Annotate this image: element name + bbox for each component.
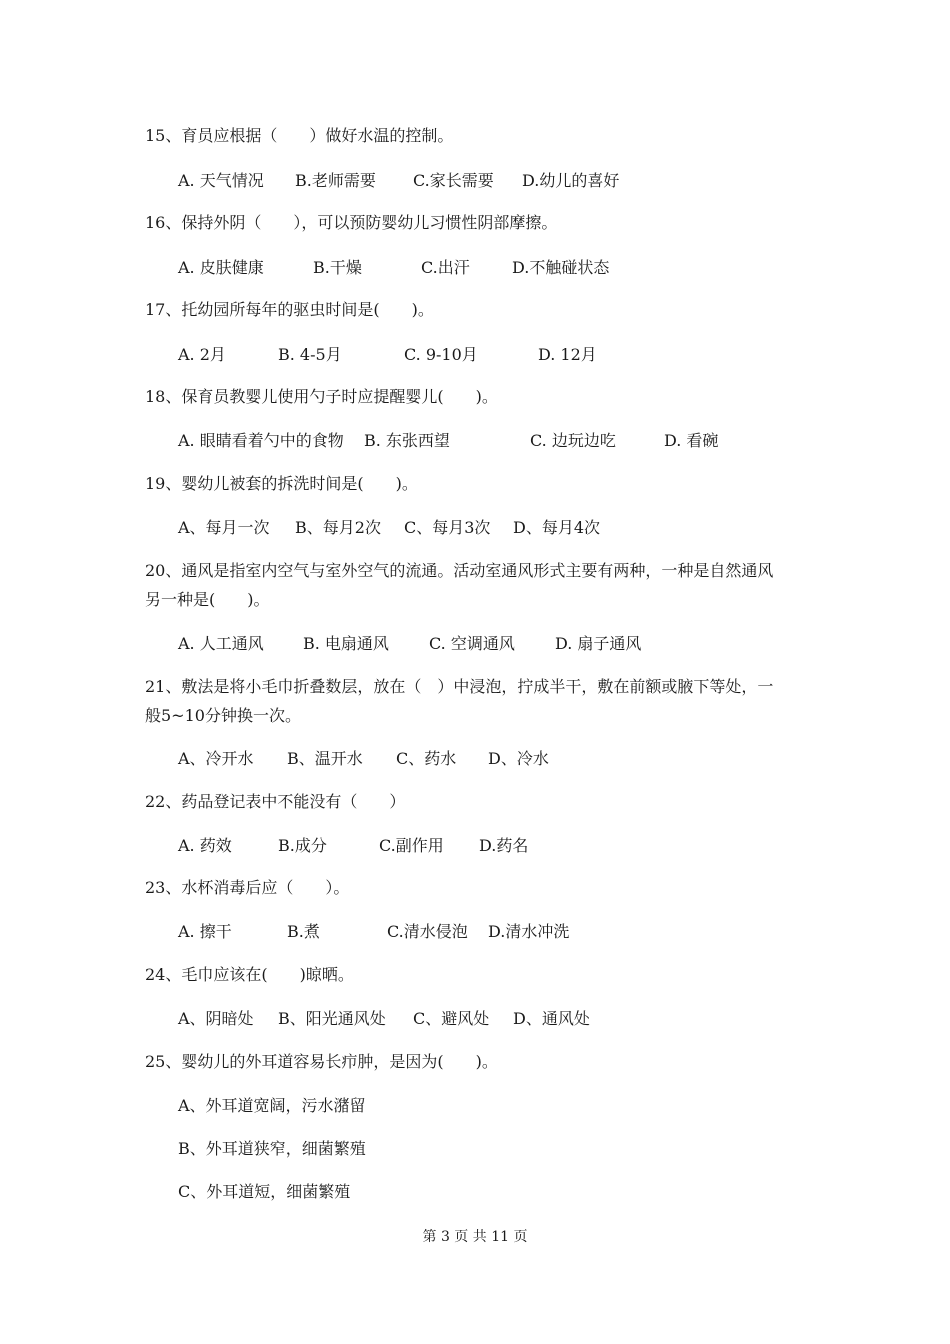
q24-option-b: B、阳光通风处	[278, 1009, 386, 1028]
q24-option-c: C、避风处	[413, 1009, 490, 1028]
q18-option-c: C. 边玩边吃	[530, 431, 616, 450]
q21-option-d: D、冷水	[488, 749, 549, 768]
q17-option-b: B. 4-5月	[278, 345, 342, 364]
q19-option-a: A、每月一次	[178, 518, 270, 537]
q22-option-a: A. 药效	[178, 836, 232, 855]
q23-option-d: D.清水冲洗	[488, 922, 570, 941]
q18-option-d: D. 看碗	[664, 431, 719, 450]
q22-option-b: B.成分	[278, 836, 327, 855]
question-21-text-line-2: 般5~10分钟换一次。	[145, 706, 301, 725]
q16-option-a: A. 皮肤健康	[178, 258, 264, 277]
q20-option-b: B. 电扇通风	[303, 634, 389, 653]
q23-option-a: A. 擦干	[178, 922, 232, 941]
page-number: 第 3 页 共 11 页	[422, 1229, 528, 1245]
q20-option-d: D. 扇子通风	[555, 634, 642, 653]
q21-option-a: A、冷开水	[178, 749, 254, 768]
q18-option-a: A. 眼睛看着勺中的食物	[178, 431, 344, 450]
q21-option-c: C、药水	[396, 749, 457, 768]
q17-option-a: A. 2月	[178, 345, 226, 364]
question-24-text: 24、毛巾应该在( )晾晒。	[145, 965, 354, 984]
question-21-text-line-1: 21、敷法是将小毛巾折叠数层，放在（ ）中浸泡，拧成半干，敷在前额或腋下等处，一	[145, 677, 774, 696]
question-20-text-line-2: 另一种是( )。	[145, 590, 270, 609]
question-22-text: 22、药品登记表中不能没有（ ）	[145, 792, 406, 811]
q22-option-c: C.副作用	[379, 836, 444, 855]
q17-option-d: D. 12月	[538, 345, 597, 364]
q25-option-a: A、外耳道宽阔，污水潴留	[178, 1096, 366, 1115]
question-17-text: 17、托幼园所每年的驱虫时间是( )。	[145, 300, 434, 319]
q16-option-c: C.出汗	[421, 258, 470, 277]
q20-option-a: A. 人工通风	[178, 634, 264, 653]
q25-option-b: B、外耳道狭窄，细菌繁殖	[178, 1139, 366, 1158]
q15-option-a: A. 天气情况	[178, 171, 264, 190]
q18-option-b: B. 东张西望	[364, 431, 450, 450]
q23-option-b: B.煮	[287, 922, 320, 941]
q23-option-c: C.清水侵泡	[387, 922, 468, 941]
question-20-text-line-1: 20、通风是指室内空气与室外空气的流通。活动室通风形式主要有两种，一种是自然通风	[145, 561, 774, 580]
q17-option-c: C. 9-10月	[404, 345, 478, 364]
q24-option-a: A、阴暗处	[178, 1009, 254, 1028]
q20-option-c: C. 空调通风	[429, 634, 515, 653]
question-25-text: 25、婴幼儿的外耳道容易长疖肿，是因为( )。	[145, 1052, 498, 1071]
question-15-text: 15、育员应根据（ ）做好水温的控制。	[145, 126, 454, 145]
q19-option-d: D、每月4次	[513, 518, 601, 537]
q25-option-c: C、外耳道短，细菌繁殖	[178, 1182, 351, 1201]
q16-option-d: D.不触碰状态	[512, 258, 610, 277]
question-19-text: 19、婴幼儿被套的拆洗时间是( )。	[145, 474, 418, 493]
q19-option-b: B、每月2次	[295, 518, 381, 537]
question-23-text: 23、水杯消毒后应（ ）。	[145, 878, 350, 897]
question-16-text: 16、保持外阴（ ），可以预防婴幼儿习惯性阴部摩擦。	[145, 213, 558, 232]
q21-option-b: B、温开水	[287, 749, 363, 768]
q24-option-d: D、通风处	[513, 1009, 590, 1028]
q19-option-c: C、每月3次	[404, 518, 491, 537]
question-18-text: 18、保育员教婴儿使用勺子时应提醒婴儿( )。	[145, 387, 498, 406]
q22-option-d: D.药名	[479, 836, 529, 855]
q15-option-c: C.家长需要	[413, 171, 494, 190]
q15-option-b: B.老师需要	[295, 171, 376, 190]
q15-option-d: D.幼儿的喜好	[522, 171, 620, 190]
q16-option-b: B.干燥	[313, 258, 362, 277]
